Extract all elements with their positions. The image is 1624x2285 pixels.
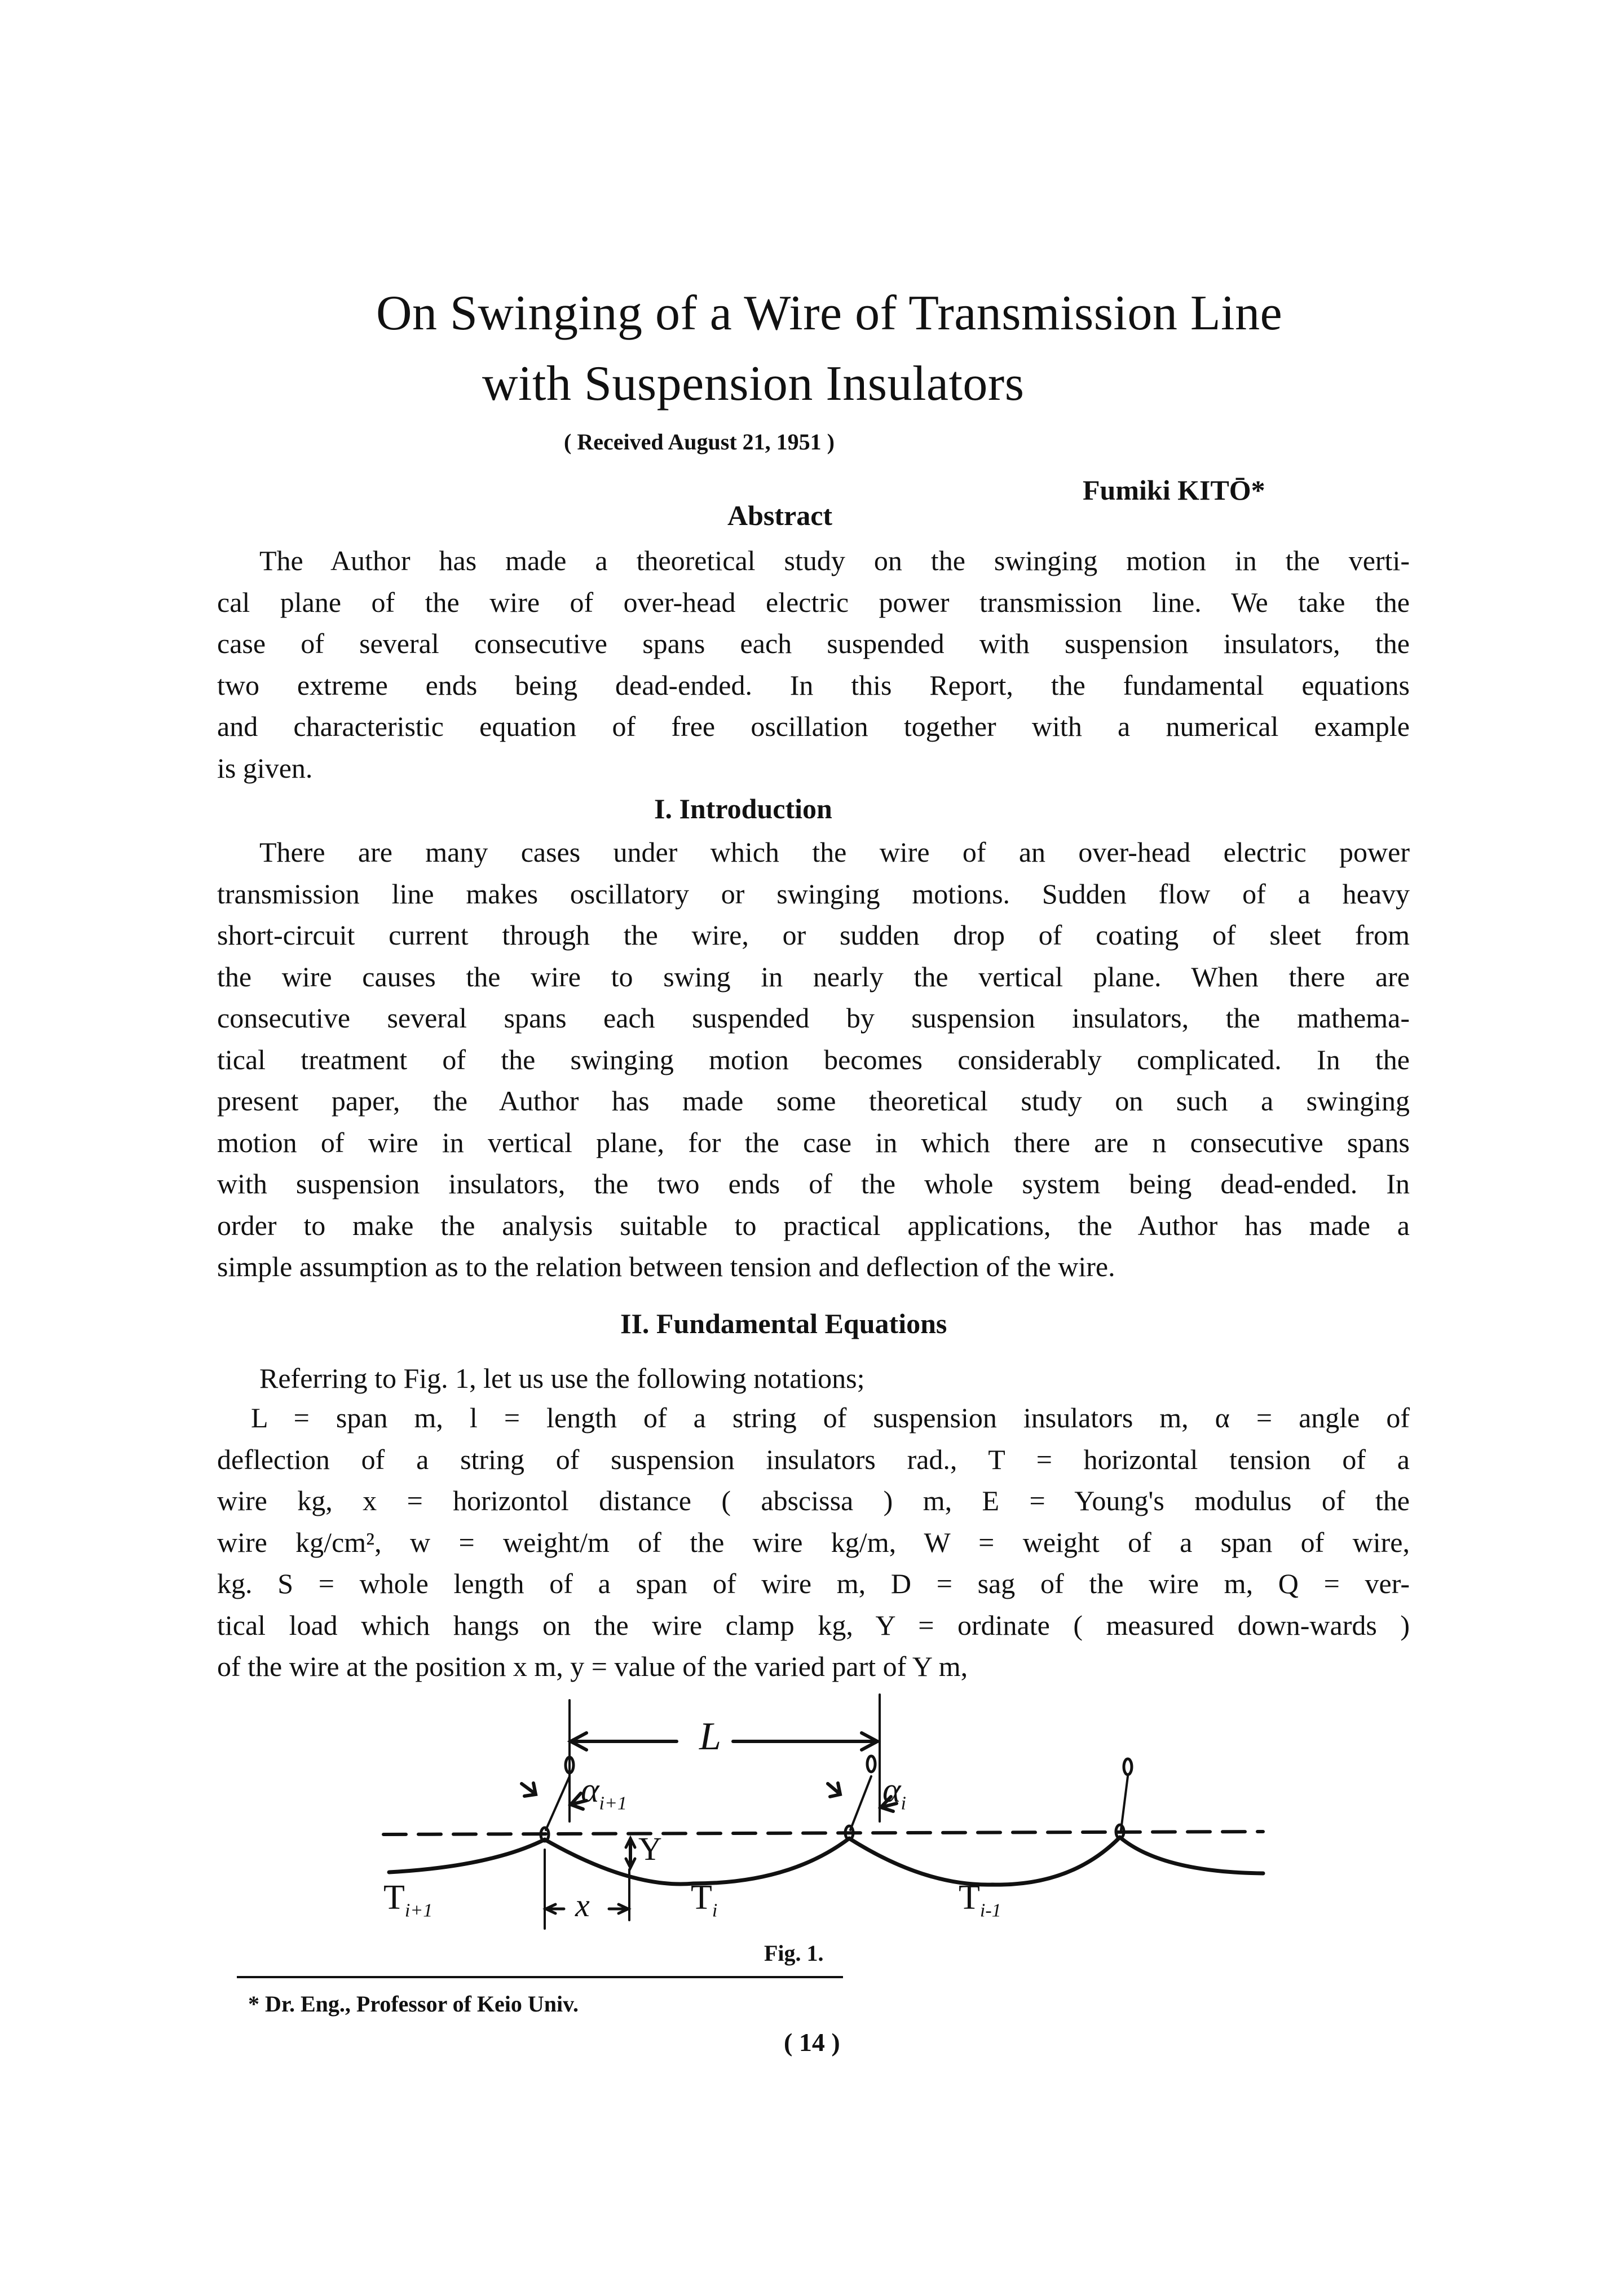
abstract-line: two extreme ends being dead-ended. In this Report, the fundamental equations — [217, 669, 1410, 701]
figure-label-ordinate: Y — [638, 1830, 662, 1867]
intro-line: transmission line makes oscillatory or swinging motions. Sudden flow of a heavy — [217, 877, 1410, 910]
alpha-subscript: i+1 — [599, 1793, 627, 1814]
footnote: * Dr. Eng., Professor of Keio Univ. — [248, 1991, 579, 2017]
intro-line: order to make the analysis suitable to practical applications, the Author has made a — [217, 1209, 1410, 1241]
intro-line: There are many cases under which the wire of an over-head electric power — [259, 836, 1410, 868]
intro-line: simple assumption as to the relation between tension and deflection of the wire. — [217, 1251, 1115, 1282]
intro-line: with suspension insulators, the two ends of the whole system being dead-ended. In — [217, 1168, 1410, 1199]
tension-subscript: i-1 — [979, 1900, 1001, 1921]
notation-line: kg. S = whole length of a span of wire m, D = sag of the wire m, Q = ver- — [217, 1568, 1410, 1599]
intro-line: motion of wire in vertical plane, for the case in which there are n consecutive spans — [217, 1126, 1410, 1158]
figure-label-tension-i-plus-1 — [383, 1878, 433, 1921]
fundamental-intro — [217, 1358, 1410, 1400]
notation-line: wire kg, x = horizontol distance ( abscissa ) m, E = Young's modulus of the — [217, 1485, 1410, 1516]
introduction-body — [217, 832, 1410, 1288]
figure-label-tension-i — [691, 1878, 717, 1921]
intro-line: tical treatment of the swinging motion becomes considerably complicated. In the — [217, 1043, 1410, 1075]
intro-line: short-circuit current through the wire, or sudden drop of coating of sleet from — [217, 919, 1410, 951]
abstract-line: The Author has made a theoretical study on the swinging motion in the verti- — [259, 545, 1410, 576]
section-heading-introduction: I. Introduction — [654, 793, 832, 824]
abstract-line: cal plane of the wire of over-head electric power transmission line. We take the — [217, 586, 1410, 618]
figure-label-alpha-i — [882, 1771, 906, 1814]
page-number: ( 14 ) — [784, 2028, 840, 2057]
notation-line: deflection of a string of suspension insulators rad., T = horizontal tension of a — [217, 1443, 1410, 1475]
figure-label-span: L — [699, 1715, 721, 1758]
alpha-symbol: α — [882, 1771, 901, 1810]
received-date: ( Received August 21, 1951 ) — [564, 429, 835, 455]
author-name: Fumiki KITŌ* — [1083, 474, 1265, 506]
footnote-divider — [237, 1976, 843, 1978]
tension-symbol: T — [691, 1878, 712, 1917]
tension-subscript: i — [712, 1900, 718, 1921]
abstract-heading: Abstract — [727, 500, 833, 531]
tension-symbol: T — [383, 1878, 405, 1917]
abstract-line: is given. — [217, 752, 313, 784]
notation-list — [217, 1397, 1410, 1688]
notation-line: wire kg/cm², w = weight/m of the wire kg/m, W = weight of a span of wire, — [217, 1526, 1410, 1558]
tension-subscript: i+1 — [404, 1900, 433, 1921]
abstract-line: and characteristic equation of free oscillation together with a numerical example — [217, 711, 1410, 742]
alpha-symbol: α — [581, 1771, 599, 1810]
notation-line: L = span m, l = length of a string of suspension insulators m, α = angle of — [251, 1402, 1410, 1433]
notation-line: of the wire at the position x m, y = value of the varied part of Y m, — [217, 1651, 968, 1682]
intro-line: consecutive several spans each suspended by suspension insulators, the mathema- — [217, 1002, 1410, 1034]
section-heading-fundamental-equations: II. Fundamental Equations — [620, 1308, 947, 1339]
figure-label-alpha-i-plus-1 — [581, 1771, 627, 1814]
figure-caption: Fig. 1. — [764, 1940, 824, 1966]
abstract-line: case of several consecutive spans each suspended with suspension insulators, the — [217, 628, 1410, 659]
tension-symbol: T — [959, 1878, 980, 1917]
notation-intro-line: Referring to Fig. 1, let us use the following notations; — [259, 1362, 865, 1394]
figure-label-tension-i-minus-1 — [959, 1878, 1001, 1921]
alpha-subscript: i — [901, 1793, 906, 1814]
notation-line: tical load which hangs on the wire clamp kg, Y = ordinate ( measured down-wards ) — [217, 1609, 1410, 1641]
paper-title-line-2: with Suspension Insulators — [482, 356, 1025, 411]
intro-line: the wire causes the wire to swing in nearly the vertical plane. When there are — [217, 960, 1410, 992]
abstract-body — [217, 540, 1410, 789]
intro-line: present paper, the Author has made some theoretical study on such a swinging — [217, 1085, 1410, 1117]
figure-label-abscissa: x — [575, 1887, 590, 1924]
paper-title-line-1: On Swinging of a Wire of Transmission Line — [376, 286, 1283, 341]
